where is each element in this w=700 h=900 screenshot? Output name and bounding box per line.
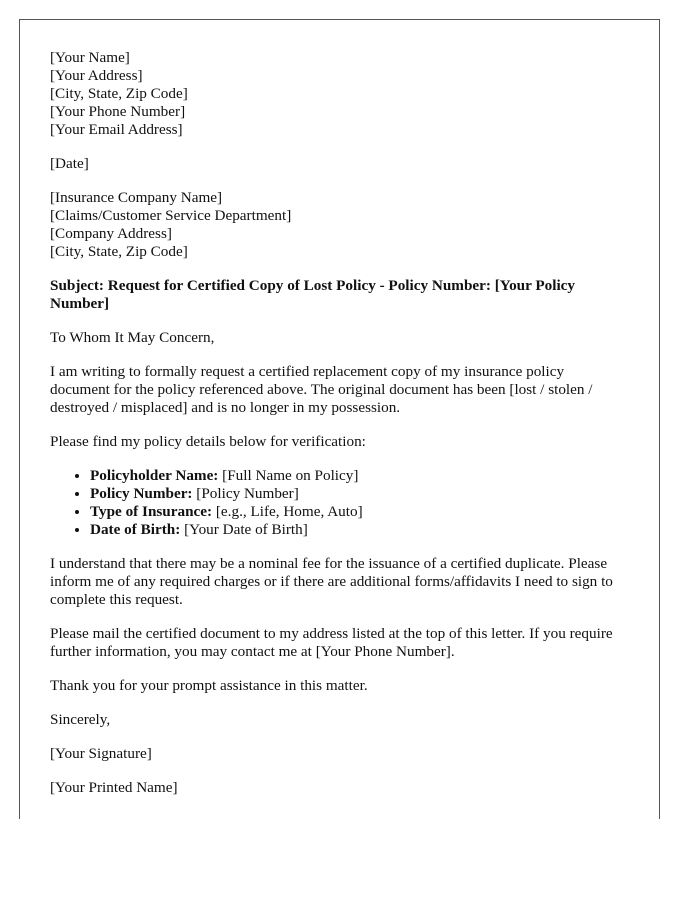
recipient-address: [Company Address] [50, 225, 172, 242]
policy-details-list [50, 467, 620, 539]
sender-email: [Your Email Address] [50, 121, 183, 138]
list-item [90, 467, 620, 485]
closing: Sincerely, [50, 711, 111, 728]
thanks-paragraph: Thank you for your prompt assistance in this matter. [50, 677, 368, 694]
sender-address: [Your Address] [50, 67, 143, 84]
sender-address-block [50, 49, 620, 139]
detail-label: Policy Number: [90, 485, 193, 502]
printed-name: [Your Printed Name] [50, 779, 178, 796]
letter-content [50, 49, 620, 813]
subject-line: Subject: Request for Certified Copy of Lost Policy - Policy Number: [Your Policy Number] [50, 277, 576, 312]
fee-paragraph: I understand that there may be a nominal fee for the issuance of a certified duplicate. Please inform me of any required charges or if there are additional forms/affidavits I need to sign to complete this request. [50, 555, 613, 608]
sender-phone: [Your Phone Number] [50, 103, 186, 120]
list-item [90, 503, 620, 521]
list-item [90, 485, 620, 503]
mail-paragraph: Please mail the certified document to my address listed at the top of this letter. If you require further information, you may contact me at [Your Phone Number]. [50, 625, 613, 660]
detail-value: [e.g., Life, Home, Auto] [215, 503, 363, 520]
recipient-city-state-zip: [City, State, Zip Code] [50, 243, 188, 260]
intro-paragraph: I am writing to formally request a certified replacement copy of my insurance policy document for the policy referenced above. The original document has been [lost / stolen / destroyed / misplaced] and is no longer in my possession. [50, 363, 593, 416]
signature: [Your Signature] [50, 745, 152, 762]
detail-label: Type of Insurance: [90, 503, 213, 520]
detail-value: [Full Name on Policy] [222, 467, 359, 484]
letter-page [19, 19, 660, 819]
sender-name: [Your Name] [50, 49, 130, 66]
detail-label: Date of Birth: [90, 521, 181, 538]
details-intro-paragraph: Please find my policy details below for verification: [50, 433, 366, 450]
detail-label: Policyholder Name: [90, 467, 219, 484]
sender-city-state-zip: [City, State, Zip Code] [50, 85, 188, 102]
recipient-address-block [50, 189, 620, 261]
detail-value: [Policy Number] [196, 485, 299, 502]
recipient-department: [Claims/Customer Service Department] [50, 207, 292, 224]
salutation: To Whom It May Concern, [50, 329, 215, 346]
letter-date: [Date] [50, 155, 89, 172]
recipient-company: [Insurance Company Name] [50, 189, 223, 206]
list-item [90, 521, 620, 539]
detail-value: [Your Date of Birth] [184, 521, 308, 538]
